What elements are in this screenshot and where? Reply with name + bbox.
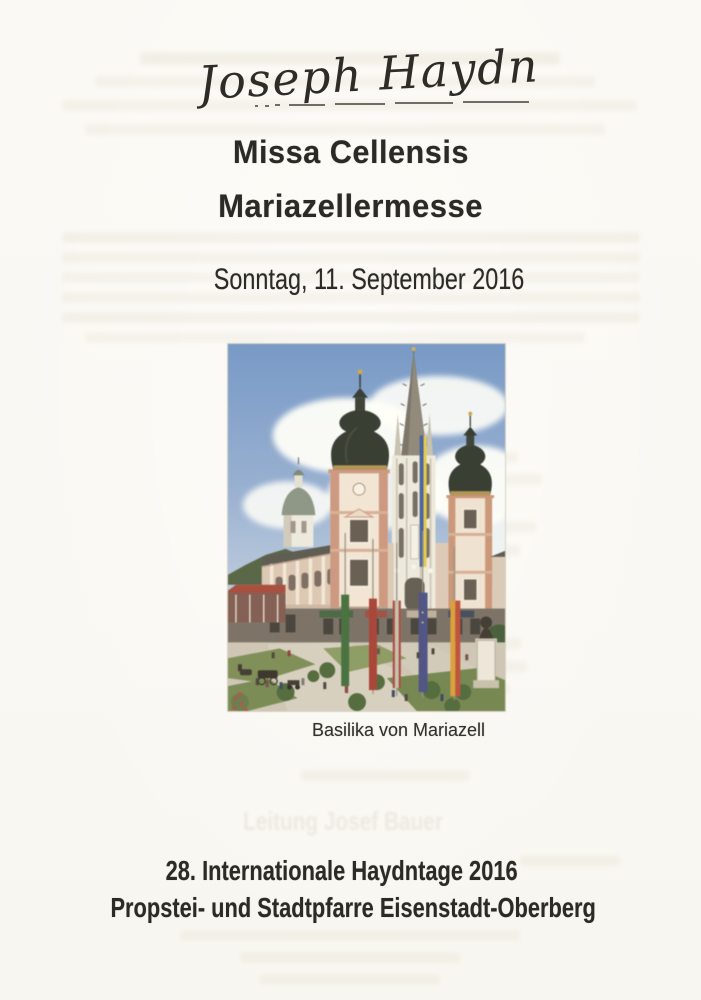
haydn-signature — [197, 38, 547, 123]
page-title: Missa Cellensis — [232, 134, 469, 170]
bleedthrough-stripe — [240, 952, 460, 963]
signature-text: Joseph Haydn — [197, 38, 541, 111]
page-subtitle: Mariazellermesse — [218, 188, 483, 224]
basilica-photo-figure — [227, 343, 506, 740]
bleedthrough-stripe — [300, 770, 470, 781]
bleedthrough-stripe — [180, 930, 520, 941]
photo-caption: Basilika von Mariazell — [311, 720, 486, 740]
bleedthrough-stripe — [85, 332, 585, 343]
bleedthrough-stripe — [62, 312, 640, 323]
event-date: Sonntag, 11. September 2016 — [214, 263, 525, 296]
bleedthrough-stripe — [260, 974, 440, 985]
bleedthrough-ghost-text: Leitung Josef Bauer — [242, 806, 443, 836]
footer-event-line: 28. Internationale Haydntage 2016 — [165, 855, 518, 886]
bleedthrough-stripe — [62, 252, 640, 263]
basilica-photo — [227, 343, 506, 712]
footer-venue-line: Propstei- und Stadtpfarre Eisenstadt-Oberberg — [110, 892, 597, 923]
bleedthrough-stripe — [62, 232, 640, 243]
